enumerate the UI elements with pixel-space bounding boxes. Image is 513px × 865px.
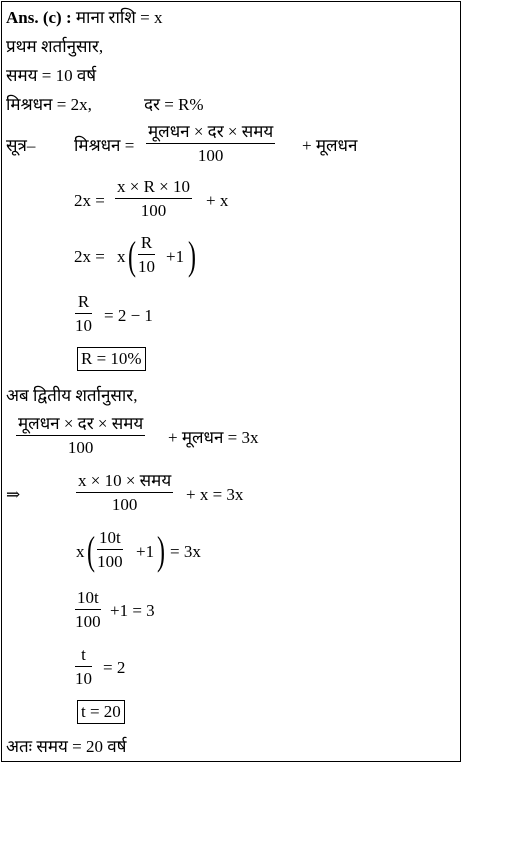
step5-tail: + मूलधन = 3x <box>168 428 259 447</box>
step2-lhs: 2x = <box>74 247 105 266</box>
step2-numerator: R <box>138 233 155 255</box>
step7-numerator: 10t <box>97 528 123 550</box>
formula-denominator: 100 <box>197 146 224 165</box>
step6-tail: + x = 3x <box>186 485 244 504</box>
step7-plus: +1 <box>136 542 155 561</box>
second-condition-heading: अब द्वितीय शर्तानुसार, <box>6 386 138 405</box>
rate-statement: दर = R% <box>144 95 204 114</box>
formula-tail: + मूलधन <box>302 136 358 155</box>
first-condition-heading: प्रथम शर्तानुसार, <box>6 37 104 56</box>
assumption-text: माना राशि = x <box>75 8 163 27</box>
step2-x: x <box>117 247 126 266</box>
time-result-box: t = 20 <box>77 700 125 724</box>
step6-numerator: x × 10 × समय <box>76 471 173 493</box>
step1-fraction <box>115 177 192 221</box>
step3-rhs: = 2 − 1 <box>104 306 153 325</box>
formula-lhs: मिश्रधन = <box>74 136 135 155</box>
amount-statement: मिश्रधन = 2x, <box>6 95 92 114</box>
answer-line <box>6 8 162 28</box>
final-answer: अतः समय = 20 वर्ष <box>6 737 127 756</box>
step2-left-paren: ( <box>128 233 136 278</box>
step7-denominator: 100 <box>97 552 123 571</box>
step7-right-paren: ) <box>157 528 165 573</box>
step6-fraction <box>76 471 173 515</box>
step9-numerator: t <box>75 645 92 667</box>
step8-rhs: +1 = 3 <box>110 601 155 620</box>
step1-denominator: 100 <box>140 201 167 220</box>
step2-plus: +1 <box>166 247 185 266</box>
time-statement: समय = 10 वर्ष <box>6 66 97 85</box>
step1-numerator: x × R × 10 <box>115 177 192 199</box>
answer-label: Ans. (c) : <box>6 8 72 27</box>
step5-numerator: मूलधन × दर × समय <box>16 414 145 436</box>
formula-numerator: मूलधन × दर × समय <box>146 122 275 144</box>
step1-lhs: 2x = <box>74 191 105 210</box>
step8-numerator: 10t <box>75 588 101 610</box>
step3-fraction <box>75 292 92 336</box>
formula-label: सूत्र– <box>6 136 36 155</box>
step3-denominator: 10 <box>75 316 92 335</box>
step7-left-paren: ( <box>87 528 95 573</box>
step9-denominator: 10 <box>75 669 92 688</box>
step9-rhs: = 2 <box>103 658 126 677</box>
step8-fraction <box>75 588 101 632</box>
step1-tail: + x <box>206 191 229 210</box>
step2-right-paren: ) <box>188 233 196 278</box>
step7-rhs: = 3x <box>170 542 201 561</box>
step3-numerator: R <box>75 292 92 314</box>
implies-arrow: ⇒ <box>6 485 21 504</box>
solution-box <box>1 1 461 762</box>
step8-denominator: 100 <box>75 612 101 631</box>
step2-fraction <box>138 233 155 277</box>
rate-result-box: R = 10% <box>77 347 146 371</box>
step9-fraction <box>75 645 92 689</box>
step7-x: x <box>76 542 85 561</box>
step5-denominator: 100 <box>67 438 94 457</box>
formula-fraction <box>146 122 275 166</box>
step2-denominator: 10 <box>138 257 155 276</box>
step6-denominator: 100 <box>111 495 138 514</box>
border-gap <box>461 466 464 470</box>
step7-fraction <box>97 528 123 572</box>
step5-fraction <box>16 414 145 458</box>
